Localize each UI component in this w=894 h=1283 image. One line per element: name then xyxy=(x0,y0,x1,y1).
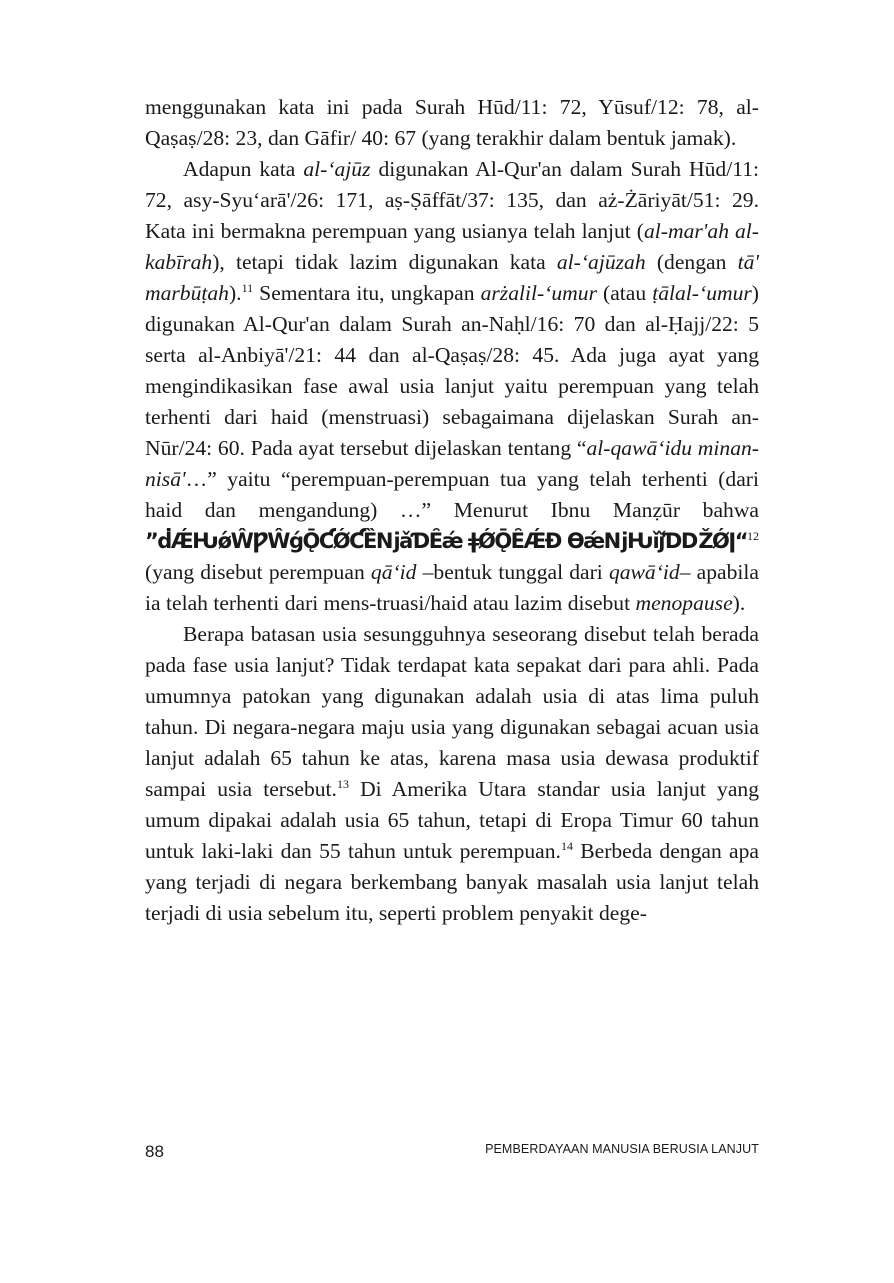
arabic-quote: ”ḋǼǶǿŴǷŴǵǬƇǾƇȄǋǎƊȆǽ ǂǾǬȆǼƉ ƟǽǋǶǐǰƊǄǾǀ“ xyxy=(145,529,747,553)
footnote-ref: 14 xyxy=(560,838,573,853)
text-run: Adapun kata xyxy=(183,157,304,181)
text-run: (yang disebut perempuan xyxy=(145,560,371,584)
text-run: menggunakan kata ini pada Surah Hūd/11: 72, Yūsuf/12: 78, al-Qaṣaṣ/28: 23, dan Gāfir/ 40: 67 (yang terakhir dalam bentuk jamak). xyxy=(145,95,759,150)
running-footer-title: PEMBERDAYAAN MANUSIA BERUSIA LANJUT xyxy=(485,1142,759,1156)
italic-term: qā‘id xyxy=(370,560,417,584)
italic-term: ṭālal-‘umur xyxy=(652,281,752,305)
text-run: ), tetapi tidak lazim digunakan kata xyxy=(212,250,557,274)
text-run: Berapa batasan usia sesungguhnya seseorang disebut telah berada pada fase usia lanjut? Tidak terdapat kata sepakat dari para ahli. Pada umumnya patokan yang digunakan adalah usia di atas lima puluh tahun. Di negara-negara maju usia yang digunakan sebagai acuan usia lanjut adalah 65 tahun ke atas, karena masa usia dewasa produktif sampai usia tersebut. xyxy=(145,622,759,801)
text-run: ). xyxy=(732,591,746,615)
italic-term: al-mar'ah al-kabīrah xyxy=(145,219,759,274)
italic-term: menopause xyxy=(635,591,733,615)
text-run: Di Amerika Utara standar usia lanjut yang umum dipakai adalah usia 65 tahun, tetapi di Eropa Timur 60 tahun untuk laki-laki dan 55 tahun untuk perempuan. xyxy=(145,777,760,863)
text-run: …” yaitu “perempuan-perempuan tua yang telah terhenti (dari haid dan mengandung) …” Menurut Ibnu Manẓūr bahwa xyxy=(145,467,759,522)
text-run: (atau xyxy=(596,281,653,305)
text-run: –bentuk tunggal dari xyxy=(416,560,609,584)
paragraph xyxy=(145,619,759,929)
text-run: ) digunakan Al-Qur'an dalam Surah an-Naḥl/16: 70 dan al-Ḥajj/22: 5 serta al-Anbiyā'/21: 44 dan al-Qaṣaṣ/28: 45. Ada juga ayat yang mengindikasikan fase awal usia lanjut yaitu perempuan yang telah terhenti dari haid (menstruasi) sebagaimana dijelaskan Surah an-Nūr/24: 60. Pada ayat tersebut dijelaskan tentang “ xyxy=(145,281,759,460)
body-text xyxy=(145,92,759,929)
italic-term: tā' marbūṭah xyxy=(145,250,759,305)
text-run: (dengan xyxy=(645,250,738,274)
italic-term: al-‘ajūzah xyxy=(556,250,646,274)
paragraph xyxy=(145,154,759,619)
paragraph xyxy=(145,92,759,154)
italic-term: al-qawā‘idu minan-nisā' xyxy=(145,436,759,491)
text-run: ). xyxy=(228,281,242,305)
page-number: 88 xyxy=(145,1142,164,1161)
italic-term: qawā‘id xyxy=(608,560,680,584)
text-run: Sementara itu, ungkapan xyxy=(253,281,481,305)
footnote-ref: 13 xyxy=(336,776,349,791)
text-run: – apabila ia telah terhenti dari mens-truasi/haid atau lazim disebut xyxy=(145,560,759,615)
footnote-ref: 11 xyxy=(241,280,254,295)
text-run: Berbeda dengan apa yang terjadi di negara berkembang banyak masalah usia lanjut telah terjadi di usia sebelum itu, seperti problem penyakit dege- xyxy=(145,839,759,925)
text-run: digunakan Al-Qur'an dalam Surah Hūd/11: 72, asy-Syu‘arā'/26: 171, aṣ-Ṣāffāt/37: 135, dan aż-Żāriyāt/51: 29. Kata ini bermakna perempuan yang usianya telah lanjut ( xyxy=(145,157,759,243)
italic-term: arżalil-‘umur xyxy=(480,281,597,305)
italic-term: al-‘ajūz xyxy=(303,157,371,181)
footnote-ref: 12 xyxy=(747,528,759,543)
